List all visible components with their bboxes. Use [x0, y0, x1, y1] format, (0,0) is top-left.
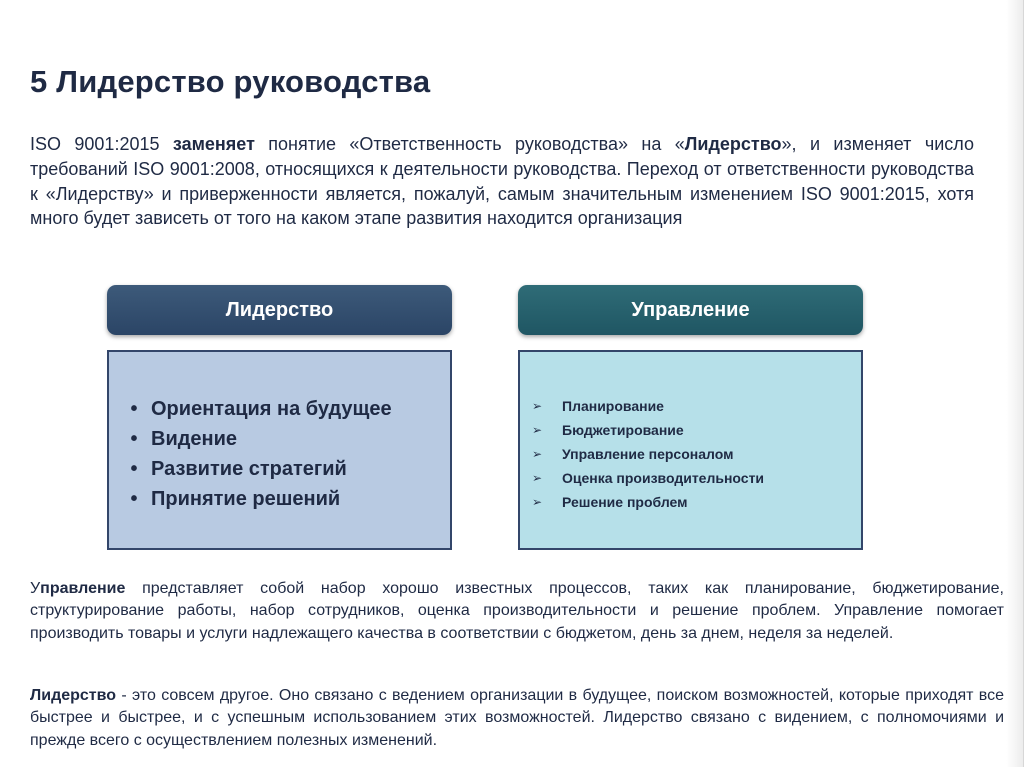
intro-text-2: понятие «Ответственность руководства» на «	[254, 134, 685, 154]
intro-bold-replaces: заменяет	[172, 134, 255, 154]
bullet-icon: •	[130, 398, 138, 420]
bullet-icon: •	[130, 458, 138, 480]
leadership-header	[107, 285, 452, 335]
arrow-bullet-icon: ➢	[532, 399, 543, 413]
management-item-label: Решение проблем	[562, 494, 688, 510]
list-item	[532, 442, 764, 466]
leadership-item-label: Развитие стратегий	[151, 458, 347, 480]
arrow-bullet-icon: ➢	[532, 447, 543, 461]
list-item	[532, 394, 764, 418]
para1-bold: правление	[40, 580, 126, 597]
list-item	[117, 484, 392, 514]
management-header	[518, 285, 863, 335]
para1-prefix: У	[30, 580, 41, 597]
arrow-bullet-icon: ➢	[532, 495, 543, 509]
para2-text: - это совсем другое. Оно связано с ведением организации в будущее, поиском возможностей, которые приходят все быстрее и быстрее, и с успешным использованием этих возможностей. Лидерство связано с видением, с полномочиями и прежде всего с осуществлением полезных изменений.	[30, 687, 1004, 749]
management-item-label: Управление персоналом	[562, 446, 734, 462]
intro-paragraph	[30, 132, 974, 231]
leadership-item-label: Ориентация на будущее	[151, 398, 392, 420]
management-panel	[518, 350, 863, 550]
intro-text-1: ISO 9001:2015	[30, 134, 173, 154]
leadership-paragraph	[30, 685, 1004, 752]
list-item	[117, 454, 392, 484]
leadership-panel	[107, 350, 452, 550]
management-list	[532, 394, 764, 514]
management-item-label: Бюджетирование	[562, 422, 684, 438]
intro-bold-leadership: Лидерство	[684, 134, 782, 154]
list-item	[532, 418, 764, 442]
list-item	[532, 490, 764, 514]
bullet-icon: •	[130, 488, 138, 510]
intro-text-3: », и изменяет число требований ISO 9001:2008, относящихся к деятельности руководства. Переход от ответственности руководства к «Лидерству» и приверженности является, пожалуй, самым значительным изменением ISO 9001:2015, хотя много будет зависеть от того на каком этапе развития находится организация	[30, 134, 974, 229]
slide-edge-shadow	[1006, 0, 1024, 767]
bullet-icon: •	[130, 428, 138, 450]
slide-title: 5 Лидерство руководства	[30, 64, 431, 99]
list-item	[532, 466, 764, 490]
list-item	[117, 424, 392, 454]
leadership-header-label: Лидерство	[225, 298, 334, 321]
leadership-list	[117, 394, 392, 514]
para1-text: представляет собой набор хорошо известных процессов, таких как планирование, бюджетирование, структурирование работы, набор сотрудников, оценка производительности и решение проблем. Управление помогает производить товары и услуги надлежащего качества в соответствии с бюджетом, день за днем, неделя за неделей.	[30, 580, 1004, 642]
management-item-label: Планирование	[562, 398, 664, 414]
arrow-bullet-icon: ➢	[532, 423, 543, 437]
list-item	[117, 394, 392, 424]
arrow-bullet-icon: ➢	[532, 471, 543, 485]
management-header-label: Управление	[631, 298, 750, 321]
leadership-item-label: Принятие решений	[151, 488, 341, 510]
para2-bold: Лидерство	[30, 687, 117, 704]
management-paragraph	[30, 578, 1004, 645]
leadership-item-label: Видение	[151, 428, 238, 450]
management-item-label: Оценка производительности	[562, 470, 765, 486]
